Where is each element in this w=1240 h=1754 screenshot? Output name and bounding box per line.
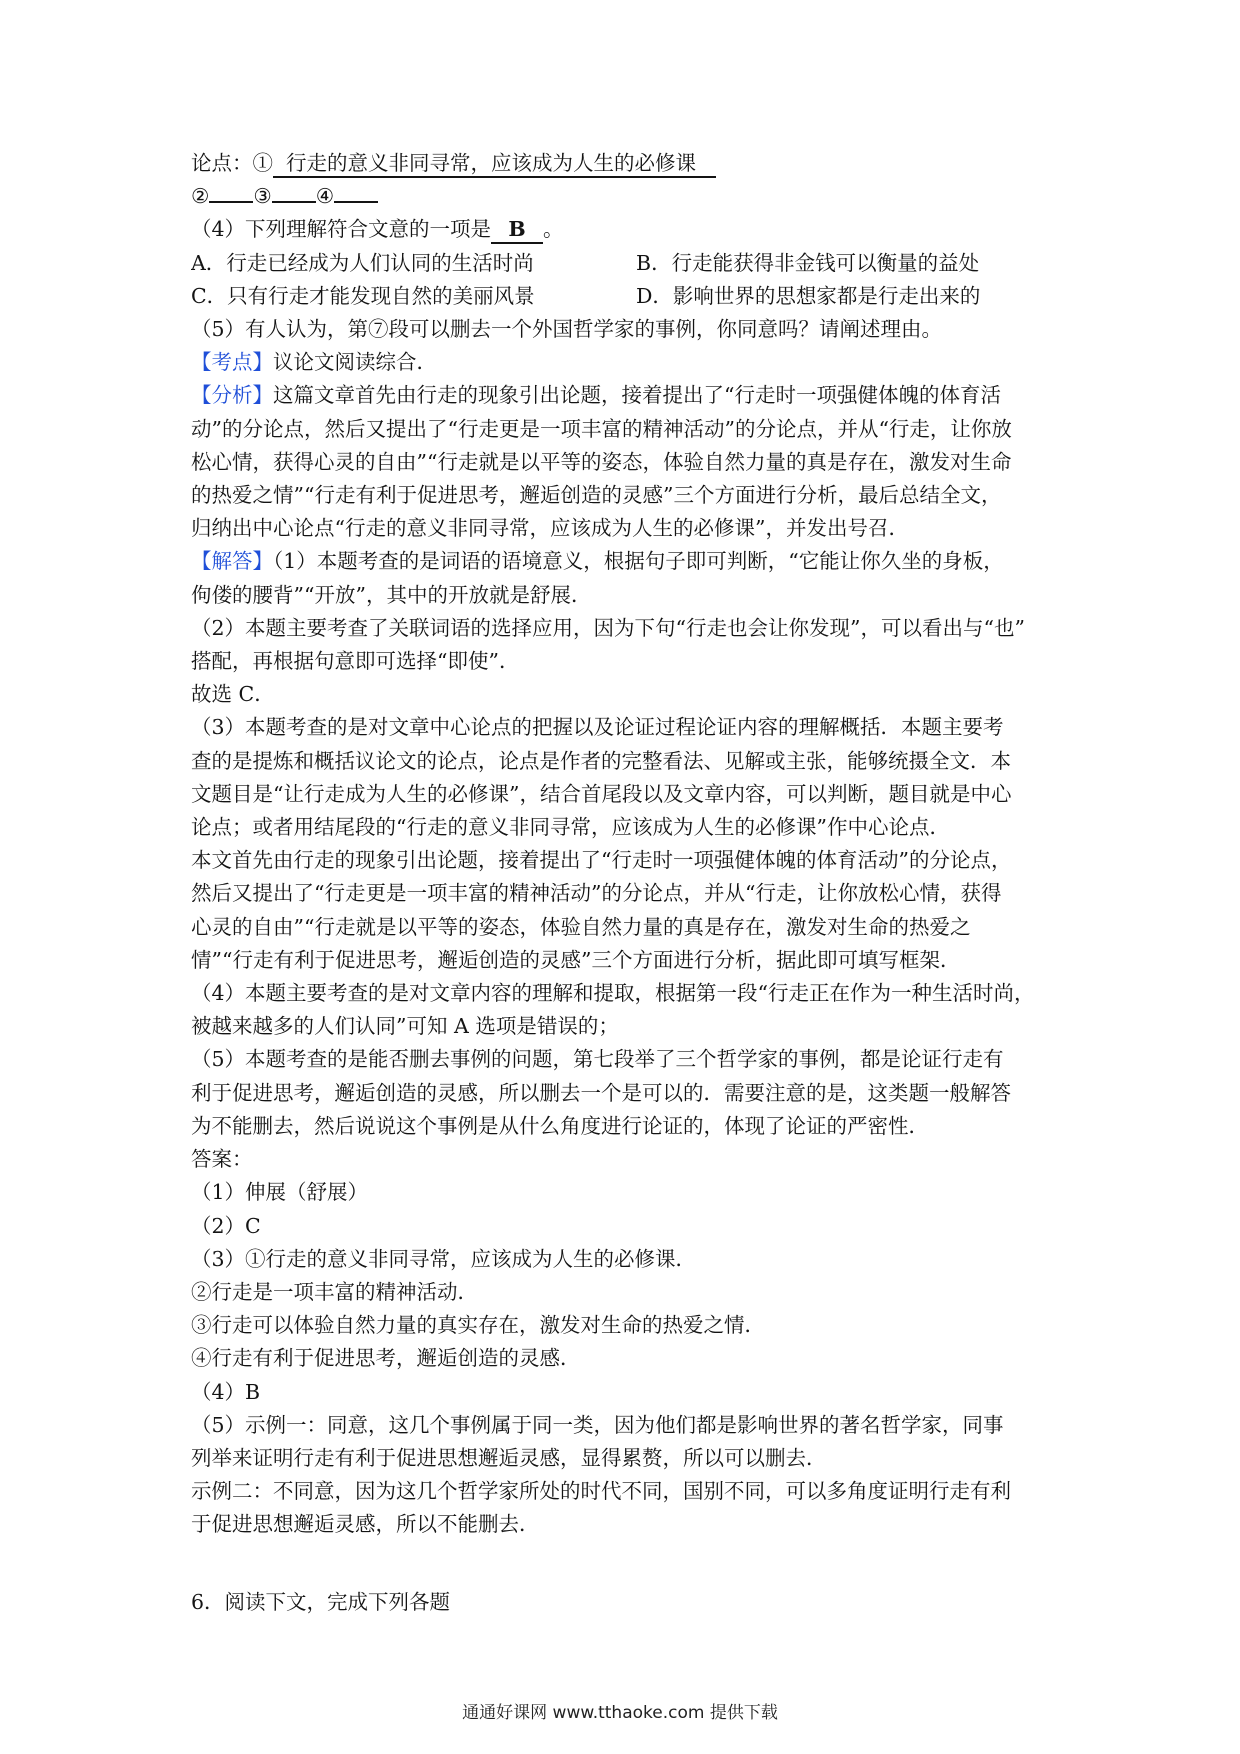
jieda-line-18: 为不能删去，然后说说这个事例是从什么角度进行论证的，体现了论证的严密性． xyxy=(191,1113,929,1138)
jieda-line-7: 查的是提炼和概括议论文的论点，论点是作者的完整看法、见解或主张，能够统摄全文．本 xyxy=(191,748,1011,773)
fenxi-line-2: 动”的分论点，然后又提出了“行走更是一项丰富的精神活动”的分论点，并从“行走，让你放 xyxy=(191,416,1012,441)
jieda-line-17: 利于促进思考，邂逅创造的灵感，所以删去一个是可以的．需要注意的是，这类题一般解答 xyxy=(191,1080,1011,1105)
kaodian-line xyxy=(191,346,1061,379)
fenxi-line-3: 松心情，获得心灵的自由”“行走就是以平等的姿态，体验自然力量的真是存在，激发对生命 xyxy=(191,449,1012,474)
jieda-line-14: （4）本题主要考查的是对文章内容的理解和提取，根据第一段“行走正在作为一种生活时尚， xyxy=(191,981,1035,1006)
blank-2 xyxy=(209,201,253,203)
question-5: （5）有人认为，第⑦段可以删去一个外国哲学家的事例，你同意吗？请阐述理由。 xyxy=(191,317,943,342)
question-4 xyxy=(191,213,1061,246)
answer-3b: ②行走是一项丰富的精神活动． xyxy=(191,1279,478,1304)
q4-suffix: 。 xyxy=(543,217,564,242)
jieda-line-11: 然后又提出了“行走更是一项丰富的精神活动”的分论点，并从“行走，让你放松心情，获得 xyxy=(191,881,1002,906)
argument-prefix: 论点：① xyxy=(191,151,273,175)
options-row-2 xyxy=(191,280,1061,313)
answer-title: 答案： xyxy=(191,1147,253,1172)
argument-blank xyxy=(273,150,716,178)
blank-3 xyxy=(272,201,316,203)
question-6: 6．阅读下文，完成下列各题 xyxy=(191,1589,451,1614)
jieda-line-2: 佝偻的腰背”“开放”，其中的开放就是舒展． xyxy=(191,582,592,607)
argument-blank-text: 行走的意义非同寻常，应该成为人生的必修课 xyxy=(286,151,697,175)
fenxi-tag: 【分析】 xyxy=(191,383,273,408)
answer-5b: 列举来证明行走有利于促进思想邂逅灵感，显得累赘，所以可以删去． xyxy=(191,1445,827,1470)
jieda-line-5: 故选 C． xyxy=(191,682,275,707)
kaodian-tag: 【考点】 xyxy=(191,350,273,375)
jieda-line-9: 论点；或者用结尾段的“行走的意义非同寻常，应该成为人生的必修课”作中心论点． xyxy=(191,815,950,840)
answer-2: （2）C xyxy=(191,1213,261,1238)
jieda-tag: 【解答】 xyxy=(191,549,273,574)
q4-answer: B xyxy=(491,216,543,244)
option-b: B．行走能获得非金钱可以衡量的益处 xyxy=(636,250,980,275)
option-a: A．行走已经成为人们认同的生活时尚 xyxy=(191,250,534,275)
answer-3: （3）①行走的意义非同寻常，应该成为人生的必修课． xyxy=(191,1246,697,1271)
fenxi-text-1: 这篇文章首先由行走的现象引出论题，接着提出了“行走时一项强健体魄的体育活 xyxy=(273,383,1001,408)
spacer xyxy=(191,1542,1061,1586)
jieda-line-8: 文题目是“让行走成为人生的必修课”，结合首尾段以及文章内容，可以判断，题目就是中心 xyxy=(191,781,1012,806)
answer-1: （1）伸展（舒展） xyxy=(191,1180,369,1205)
answer-5c: 示例二：不同意，因为这几个哲学家所处的时代不同，国别不同，可以多角度证明行走有利 xyxy=(191,1479,1011,1504)
jieda-line-12: 心灵的自由”“行走就是以平等的姿态，体验自然力量的真是存在，激发对生命的热爱之 xyxy=(191,914,971,939)
jieda-line-3: （2）本题主要考查了关联词语的选择应用，因为下句“行走也会让你发现”，可以看出与“也” xyxy=(191,615,1025,640)
answer-5d: 于促进思想邂逅灵感，所以不能删去． xyxy=(191,1512,540,1537)
q4-prefix: （4）下列理解符合文意的一项是 xyxy=(191,217,492,242)
jieda-line-1 xyxy=(191,545,1061,578)
jieda-line-13: 情”“行走有利于促进思考，邂逅创造的灵感”三个方面进行分析，据此即可填写框架． xyxy=(191,947,961,972)
fenxi-line-1 xyxy=(191,379,1061,412)
fenxi-line-5: 归纳出中心论点“行走的意义非同寻常，应该成为人生的必修课”，并发出号召． xyxy=(191,516,909,541)
answer-3d: ④行走有利于促进思考，邂逅创造的灵感． xyxy=(191,1346,581,1371)
jieda-line-15: 被越来越多的人们认同”可知 A 选项是错误的； xyxy=(191,1014,619,1039)
blank-4 xyxy=(334,201,378,203)
blanks-line xyxy=(191,180,1061,213)
option-c: C．只有行走才能发现自然的美丽风景 xyxy=(191,283,535,308)
blank-4-label: ④ xyxy=(315,184,335,209)
options-row-1 xyxy=(191,247,1061,280)
jieda-line-16: （5）本题考查的是能否删去事例的问题，第七段举了三个哲学家的事例，都是论证行走有 xyxy=(191,1047,1004,1072)
option-d: D．影响世界的思想家都是行走出来的 xyxy=(636,283,981,308)
footer-watermark: 通通好课网 www.tthaoke.com 提供下载 xyxy=(462,1703,778,1723)
kaodian-text: 议论文阅读综合． xyxy=(273,350,437,375)
jieda-line-4: 搭配，再根据句意即可选择“即使”． xyxy=(191,649,520,674)
fenxi-line-4: 的热爱之情”“行走有利于促进思考，邂逅创造的灵感”三个方面进行分析，最后总结全文， xyxy=(191,483,1002,508)
answer-4: （4）B xyxy=(191,1379,261,1404)
document-body xyxy=(191,147,1061,1619)
answer-5: （5）示例一：同意，这几个事例属于同一类，因为他们都是影响世界的著名哲学家，同事 xyxy=(191,1412,1004,1437)
argument-line xyxy=(191,147,1061,180)
answer-3c: ③行走可以体验自然力量的真实存在，激发对生命的热爱之情． xyxy=(191,1313,765,1338)
jieda-line-10: 本文首先由行走的现象引出论题，接着提出了“行走时一项强健体魄的体育活动”的分论点， xyxy=(191,848,1012,873)
jieda-text-1: （1）本题考查的是词语的语境意义，根据句子即可判断，“它能让你久坐的身板， xyxy=(273,549,1004,574)
jieda-line-6: （3）本题考查的是对文章中心论点的把握以及论证过程论证内容的理解概括．本题主要考 xyxy=(191,715,1004,740)
blank-3-label: ③ xyxy=(253,184,272,209)
blank-2-label: ② xyxy=(191,184,210,209)
